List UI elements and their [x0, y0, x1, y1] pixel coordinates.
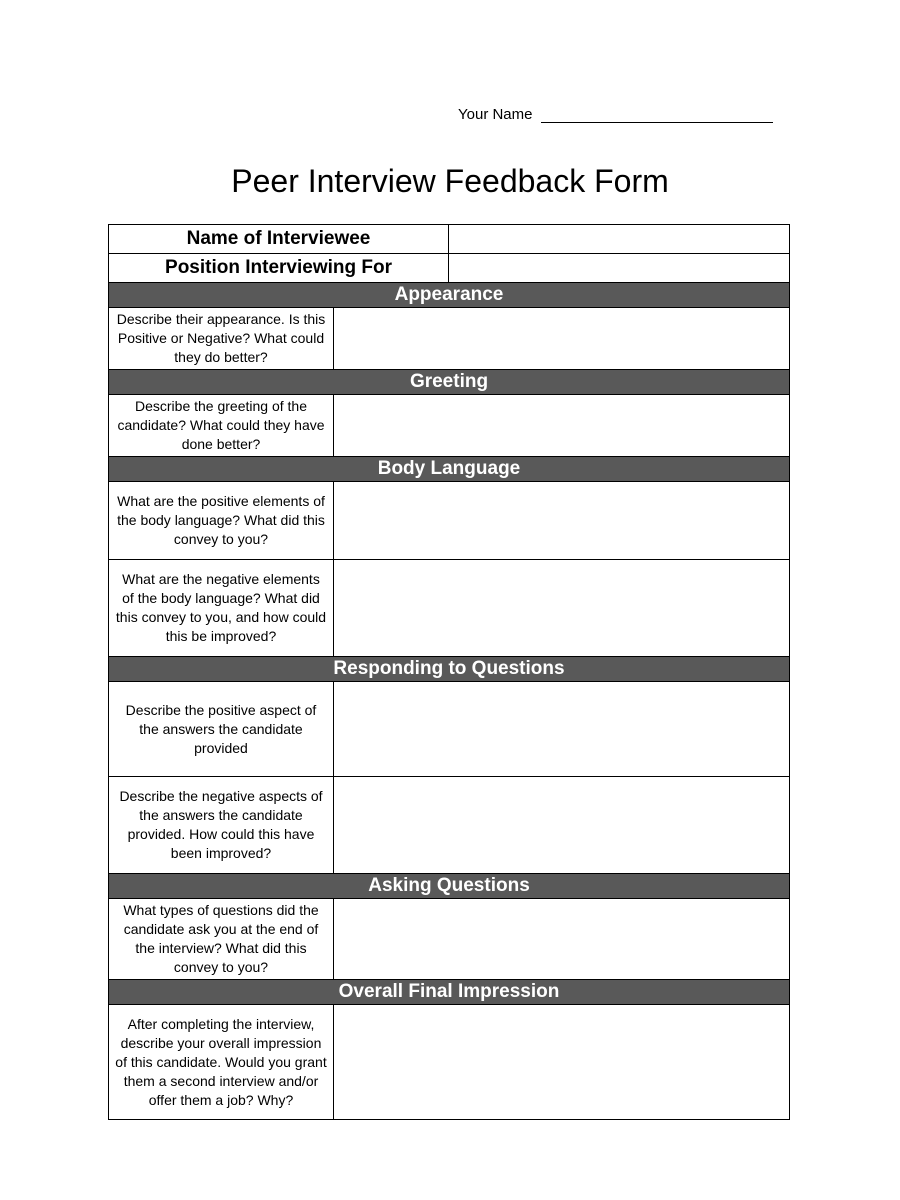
question-row: [109, 682, 790, 777]
your-name-label: Your Name: [458, 106, 533, 123]
answer-field[interactable]: [334, 1005, 790, 1120]
your-name-input-line[interactable]: [541, 108, 773, 123]
section-header-greeting: [109, 370, 790, 395]
interviewee-name-input[interactable]: [449, 225, 790, 254]
question-row: [109, 1005, 790, 1120]
section-title: Responding to Questions: [109, 657, 790, 682]
answer-field[interactable]: [334, 777, 790, 874]
question-row: [109, 308, 790, 370]
question-text: What are the negative elements of the body language? What did this convey to you, and how could this be improved?: [109, 560, 334, 657]
question-row: [109, 395, 790, 457]
your-name-field: [458, 106, 773, 123]
question-text: Describe the negative aspects of the answers the candidate provided. How could this have been improved?: [109, 777, 334, 874]
question-text: What types of questions did the candidate ask you at the end of the interview? What did this convey to you?: [109, 899, 334, 980]
section-header-body-language: [109, 457, 790, 482]
section-title: Overall Final Impression: [109, 980, 790, 1005]
question-text: Describe their appearance. Is this Positive or Negative? What could they do better?: [109, 308, 334, 370]
section-header-overall: [109, 980, 790, 1005]
position-label: Position Interviewing For: [109, 254, 449, 283]
question-row: [109, 482, 790, 560]
section-title: Greeting: [109, 370, 790, 395]
answer-field[interactable]: [334, 560, 790, 657]
page-title: Peer Interview Feedback Form: [231, 163, 669, 199]
interviewee-label: Name of Interviewee: [109, 225, 449, 254]
answer-field[interactable]: [334, 482, 790, 560]
answer-field[interactable]: [334, 395, 790, 457]
answer-field[interactable]: [334, 899, 790, 980]
section-title: Body Language: [109, 457, 790, 482]
question-row: [109, 560, 790, 657]
question-row: [109, 899, 790, 980]
question-text: What are the positive elements of the body language? What did this convey to you?: [109, 482, 334, 560]
position-input[interactable]: [449, 254, 790, 283]
section-header-appearance: [109, 283, 790, 308]
section-header-responding: [109, 657, 790, 682]
info-row-position: [109, 254, 790, 283]
info-row-interviewee: [109, 225, 790, 254]
question-text: Describe the positive aspect of the answers the candidate provided: [109, 682, 334, 777]
question-row: [109, 777, 790, 874]
answer-field[interactable]: [334, 308, 790, 370]
feedback-form-table: [108, 224, 790, 1120]
section-title: Asking Questions: [109, 874, 790, 899]
section-header-asking: [109, 874, 790, 899]
question-text: After completing the interview, describe your overall impression of this candidate. Would you grant them a second interview and/or offer them a job? Why?: [109, 1005, 334, 1120]
answer-field[interactable]: [334, 682, 790, 777]
question-text: Describe the greeting of the candidate? What could they have done better?: [109, 395, 334, 457]
section-title: Appearance: [109, 283, 790, 308]
